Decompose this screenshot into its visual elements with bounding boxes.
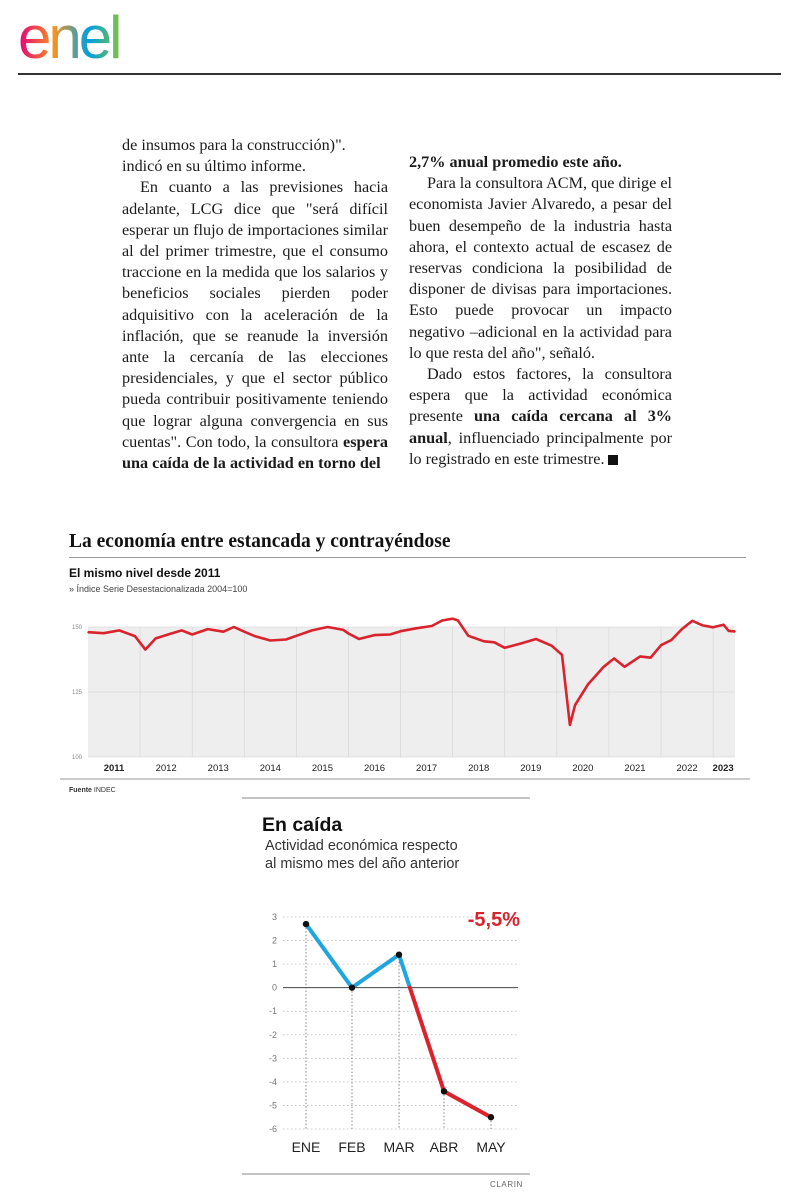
chart1-source-value: INDEC xyxy=(93,787,116,794)
chart1-point-31 xyxy=(483,641,485,643)
chart1-point-46 xyxy=(660,644,662,646)
chart1-point-48 xyxy=(681,628,683,630)
chart1-point-2 xyxy=(118,630,120,632)
chart2-point-MAR xyxy=(396,951,402,957)
chart1-point-9 xyxy=(207,628,209,630)
chart1-point-22 xyxy=(374,634,376,636)
chart2-subtitle-line2: al mismo mes del año anterior xyxy=(265,856,460,872)
chart1-point-45 xyxy=(650,657,652,659)
chart1-x-tick-2023: 2023 xyxy=(712,763,734,774)
header-rule xyxy=(18,73,781,75)
chart2-y-tick-2: 1 xyxy=(271,959,277,970)
chart1-point-17 xyxy=(311,630,313,632)
chart1-point-40 xyxy=(587,683,589,685)
chart1-title-rule xyxy=(69,557,746,558)
chart1-x-tick-2020: 2020 xyxy=(572,763,594,774)
chart1-point-25 xyxy=(415,628,417,630)
right-paragraph-3 xyxy=(409,364,672,470)
chart1-point-10 xyxy=(223,631,225,633)
chart1-note: » Índice Serie Desestacionalizada 2004=100 xyxy=(69,584,248,594)
chart1-source xyxy=(69,787,116,794)
logo-text: enel xyxy=(18,4,120,66)
chart1-x-tick-2015: 2015 xyxy=(311,763,333,774)
end-mark-icon xyxy=(608,455,618,465)
left-p2-bold: espera una caída de la actividad en torno del xyxy=(122,432,388,473)
chart1-point-4 xyxy=(145,649,147,651)
right-paragraph-1 xyxy=(409,152,672,173)
chart1-point-52 xyxy=(723,624,725,626)
chart1-point-7 xyxy=(181,630,183,632)
chart2-segment-0 xyxy=(306,924,352,988)
chart1-x-tick-2022: 2022 xyxy=(676,763,698,774)
chart2-x-label-FEB: FEB xyxy=(338,1139,366,1155)
chart2-point-ENE xyxy=(303,921,309,927)
chart1-x-tick-2012: 2012 xyxy=(155,763,177,774)
right-paragraph-2: Para la consultora ACM, que dirige el economista Javier Alvaredo, a pesar del buen desempeño de la industria hasta ahora, el contexto actual de escasez de reservas condiciona la posibilidad de disponer de divisas para importaciones. Esto puede provocar un impacto negativo –adicional en la actividad para lo que resta del año", señaló. xyxy=(409,174,673,362)
chart1-x-tick-2019: 2019 xyxy=(520,763,542,774)
chart2-y-tick-6: -3 xyxy=(268,1053,277,1064)
chart1-x-tick-2014: 2014 xyxy=(259,763,281,774)
chart1-point-12 xyxy=(243,631,245,633)
chart1-point-44 xyxy=(639,656,641,658)
right-p3-text1: Dado estos factores, la consultora espera que la actividad económica presente xyxy=(409,365,672,426)
chart2-y-tick-3: 0 xyxy=(271,982,277,993)
chart1-point-41 xyxy=(603,666,605,668)
chart1-point-54 xyxy=(734,631,736,633)
chart1-source-label: Fuente xyxy=(69,787,92,794)
article-right-column xyxy=(409,152,672,470)
chart1-point-21 xyxy=(358,638,360,640)
chart1-point-13 xyxy=(254,635,256,637)
chart1-x-tick-2013: 2013 xyxy=(207,763,229,774)
chart1-x-tick-2016: 2016 xyxy=(363,763,386,774)
chart1-point-20 xyxy=(348,633,350,635)
chart1-point-30 xyxy=(467,635,469,637)
chart1-point-43 xyxy=(624,666,626,668)
right-p3-bold: una caída cercana al 3% anual xyxy=(409,407,672,447)
chart1-point-18 xyxy=(327,626,329,628)
chart1-point-27 xyxy=(441,620,443,622)
chart1-point-33 xyxy=(504,647,506,649)
chart1-point-28 xyxy=(452,618,454,620)
chart1-point-16 xyxy=(296,635,298,637)
chart1-point-29 xyxy=(457,620,459,622)
chart2-segment-1 xyxy=(352,955,399,988)
chart1-y-tick-0: 150 xyxy=(72,625,83,631)
chart1-point-8 xyxy=(191,634,193,636)
chart2-y-tick-8: -5 xyxy=(268,1100,277,1111)
chart1-point-6 xyxy=(171,633,173,635)
right-p1-bold: 2,7% anual promedio este año. xyxy=(409,153,622,171)
chart2-y-tick-5: -2 xyxy=(268,1029,277,1040)
chart1-point-42 xyxy=(613,658,615,660)
chart1-point-36 xyxy=(551,645,553,647)
chart1-title: La economía entre estancada y contrayéndose xyxy=(69,531,451,552)
article-left-column xyxy=(122,135,388,474)
left-p2-text: En cuanto a las previsiones hacia adelante, LCG dice que "será difícil esperar un flujo de importaciones similar al del primer trimestre, que el consumo traccione en la medida que los salarios y beneficios sociales pierden poder adquisitivo con la aceleración de la inflación, que se reanude la inversión ante la cercanía de las elecciones presidenciales, y que el sector público pueda contribuir positivamente teniendo que lograr alguna convergencia en sus cuentas". Con todo, la consultora xyxy=(122,178,388,451)
chart2-x-label-ABR: ABR xyxy=(429,1139,459,1155)
chart2-segment-2a xyxy=(399,955,410,988)
chart1-x-tick-2021: 2021 xyxy=(624,763,646,774)
chart2-point-FEB xyxy=(349,984,355,990)
chart2-y-tick-1: 2 xyxy=(271,935,277,946)
chart1-point-47 xyxy=(671,639,673,641)
right-p3-text2: , influenciado principalmente por lo registrado en este trimestre. xyxy=(409,428,672,468)
chart2-x-label-ENE: ENE xyxy=(291,1139,321,1155)
chart1-point-35 xyxy=(535,638,537,640)
chart1-subtitle: El mismo nivel desde 2011 xyxy=(69,566,221,580)
chart1-point-19 xyxy=(342,629,344,631)
chart1-point-24 xyxy=(400,630,402,632)
left-p1-line1: de insumos para la construcción)". xyxy=(122,136,346,154)
chart2-y-tick-4: -1 xyxy=(268,1006,277,1017)
chart1-point-5 xyxy=(155,638,157,640)
left-p1-line2: indicó en su último informe. xyxy=(122,157,306,176)
chart2-y-tick-9: -6 xyxy=(268,1124,277,1134)
chart1-point-1 xyxy=(103,632,105,634)
chart1-point-32 xyxy=(494,642,496,644)
chart2-x-label-MAY: MAY xyxy=(476,1139,506,1155)
chart2-segment-2b xyxy=(410,988,444,1092)
chart1-y-tick-2: 100 xyxy=(72,755,83,761)
chart2-credit: CLARIN xyxy=(490,1180,523,1189)
chart2-y-tick-0: 3 xyxy=(271,912,277,922)
chart1-point-39 xyxy=(574,704,576,706)
chart2-highlight-value: -5,5% xyxy=(467,909,520,931)
chart1-point-49 xyxy=(691,620,693,622)
enel-logo xyxy=(18,4,183,66)
chart1-point-15 xyxy=(285,639,287,641)
chart1-plot xyxy=(60,605,750,783)
chart1-point-34 xyxy=(520,643,522,645)
chart1-point-37 xyxy=(561,654,563,656)
chart2-x-label-MAR: MAR xyxy=(383,1139,415,1155)
chart1-point-26 xyxy=(431,625,433,627)
chart1-x-tick-2011: 2011 xyxy=(103,763,125,774)
chart2-segment-3 xyxy=(444,1091,491,1117)
chart1-y-tick-1: 125 xyxy=(72,690,83,696)
chart1-point-38 xyxy=(569,724,571,726)
chart2-y-tick-7: -4 xyxy=(268,1076,277,1087)
chart2-point-MAY xyxy=(488,1114,494,1120)
chart1-x-tick-2018: 2018 xyxy=(468,763,490,774)
left-paragraph-1 xyxy=(122,135,388,177)
chart1-point-3 xyxy=(134,635,136,637)
chart1-point-14 xyxy=(270,640,272,642)
chart2-subtitle-line1: Actividad económica respecto xyxy=(265,838,458,854)
chart1-point-50 xyxy=(702,625,704,627)
chart1-point-11 xyxy=(233,626,235,628)
chart1-point-0 xyxy=(87,631,89,633)
left-paragraph-2 xyxy=(122,177,388,474)
chart2-title: En caída xyxy=(262,814,343,836)
chart1-point-53 xyxy=(728,630,730,632)
chart1-x-tick-2017: 2017 xyxy=(416,763,438,774)
chart1-point-51 xyxy=(712,626,714,628)
chart2-point-ABR xyxy=(441,1088,447,1094)
chart1-point-23 xyxy=(389,634,391,636)
